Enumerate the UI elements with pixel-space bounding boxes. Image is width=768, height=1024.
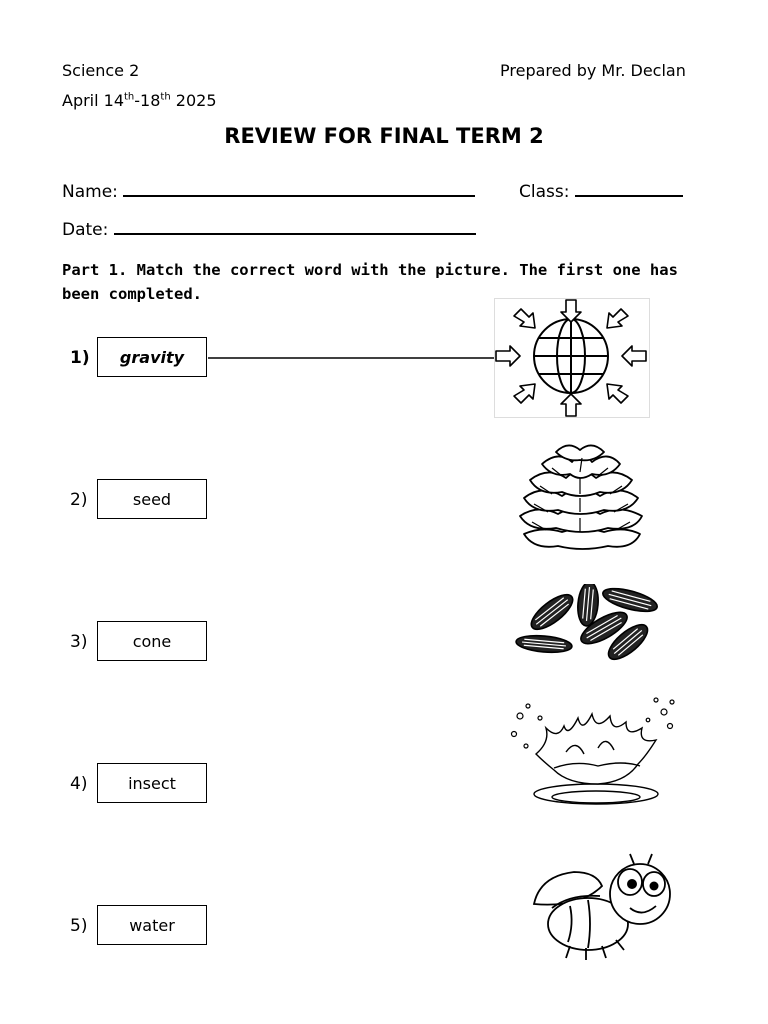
date-sup-2: th [160,91,171,103]
pine-cone-icon [512,442,648,554]
item-number-3: 3) [70,632,88,652]
date-prefix: April 14 [62,91,125,110]
word-label-5: water [129,915,175,935]
item-number-1: 1) [70,348,90,368]
word-label-2: seed [132,489,172,509]
water-splash-icon [506,694,682,810]
globe-gravity-icon [494,298,650,418]
page-title: REVIEW FOR FINAL TERM 2 [224,124,544,148]
fly-insect-icon [530,850,678,962]
date-label: Date: [62,220,109,240]
date-mid: -18 [134,91,161,110]
subject-label: Science 2 [62,61,140,80]
item-number-2: 2) [70,490,88,510]
item-number-5: 5) [70,916,88,936]
word-label-3: cone [132,631,172,651]
word-label-1: gravity [119,347,185,367]
item-number-4: 4) [70,774,88,794]
name-label: Name: [62,182,118,202]
date-sup-1: th [124,91,135,103]
word-label-4: insect [128,773,176,793]
prepared-by-label: Prepared by Mr. Declan [500,61,686,80]
part1-instruction: Part 1. Match the correct word with the picture. The first one has been completed. [62,261,678,303]
class-label: Class: [519,182,570,202]
sunflower-seeds-icon [514,584,662,666]
date-year: 2025 [170,91,217,110]
